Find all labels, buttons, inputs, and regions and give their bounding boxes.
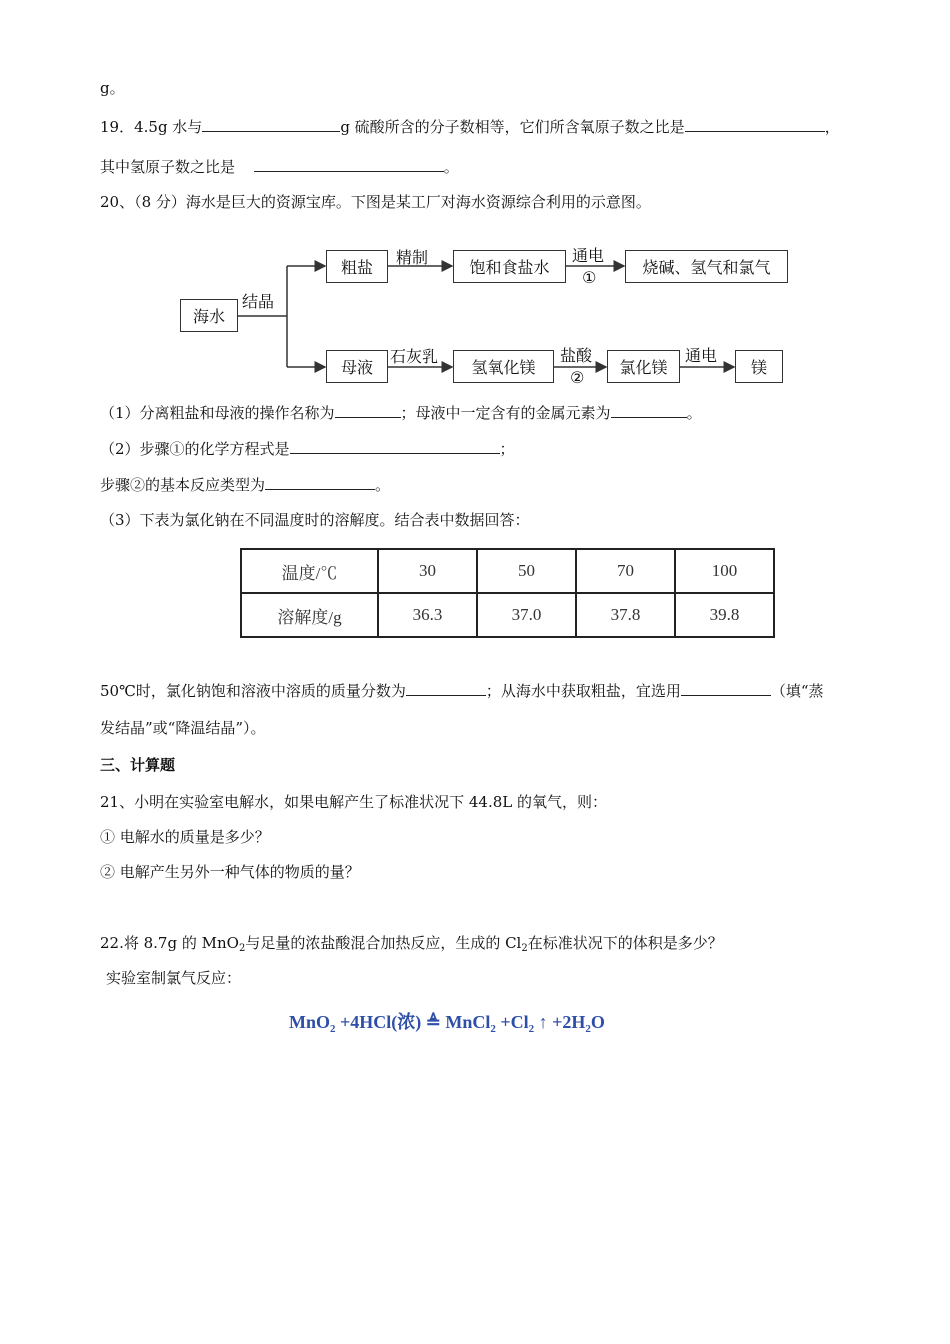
- q20-after-text-c: （填“蒸: [770, 682, 824, 700]
- flow-diagram: [0, 0, 950, 400]
- question-21-intro: 21、小明在实验室电解水，如果电解产生了标准状况下 44.8L 的氧气，则：: [100, 793, 607, 811]
- label-lime-milk: 石灰乳: [390, 347, 439, 366]
- table-header-solubility: 溶解度/g: [241, 593, 378, 637]
- eq-part1: MnO: [289, 1012, 331, 1032]
- solubility-table: [240, 548, 775, 638]
- q20-sub2-text-c: 步骤②的基本反应类型为: [100, 476, 266, 494]
- q20-sub1-text-a: （1）分离粗盐和母液的操作名称为: [100, 404, 335, 422]
- q22-sub-a: 2: [238, 943, 246, 954]
- question-20-intro: 20、（8 分）海水是巨大的资源宝库。下图是某工厂对海水资源综合利用的示意图。: [100, 193, 651, 211]
- q20-sub2-text-a: （2）步骤①的化学方程式是: [100, 440, 290, 458]
- eq-part5: O: [590, 1012, 605, 1032]
- q20-sub1-blank2[interactable]: [611, 401, 687, 418]
- table-cell-temp: 50: [477, 549, 576, 593]
- box-magnesium: 镁: [735, 350, 783, 383]
- q20-sub2-line2: [100, 473, 390, 495]
- eq-part4: ↑ +2H: [534, 1012, 586, 1032]
- q19-text2: g 硫酸所含的分子数相等，它们所含氧原子数之比是: [340, 118, 685, 136]
- label-step2: ②: [570, 368, 585, 387]
- box-mg-hydroxide: 氢氧化镁: [453, 350, 554, 383]
- table-row-solubility: [241, 593, 774, 637]
- label-electrolysis: 通电: [572, 246, 605, 265]
- table-cell-temp: 70: [576, 549, 675, 593]
- reaction-equation: [289, 1008, 605, 1035]
- q20-sub1: [100, 401, 702, 423]
- label-refine: 精制: [396, 248, 429, 267]
- q20-sub2-text-b: ；: [499, 440, 515, 458]
- question-22-lab-note: 实验室制氯气反应：: [106, 969, 242, 987]
- q19-text4: 其中氢原子数之比是: [100, 158, 236, 176]
- table-row-temperature: [241, 549, 774, 593]
- q20-sub1-text-b: ；母液中一定含有的金属元素为: [400, 404, 611, 422]
- box-mg-chloride: 氯化镁: [607, 350, 680, 383]
- q20-sub2-blank1[interactable]: [290, 437, 500, 454]
- label-electrolysis2: 通电: [685, 346, 718, 365]
- q22-text-b: 与足量的浓盐酸混合加热反应，生成的 Cl: [245, 934, 522, 952]
- q20-sub2-text-d: 。: [375, 476, 391, 494]
- eq-sub1: 2: [330, 1023, 336, 1035]
- eq-sub3: 2: [528, 1023, 535, 1035]
- q20-after-text-a: 50℃时，氯化钠饱和溶液中溶质的质量分数为: [100, 682, 406, 700]
- box-seawater: 海水: [180, 299, 238, 332]
- eq-part2: +4HCl(浓) ≜ MnCl: [335, 1012, 491, 1032]
- label-crystallize: 结晶: [242, 292, 275, 311]
- table-cell-solubility: 39.8: [675, 593, 774, 637]
- q22-text-a: 22.将 8.7g 的 MnO: [100, 934, 239, 952]
- box-products: 烧碱、氢气和氯气: [625, 250, 788, 283]
- q20-sub1-blank1[interactable]: [335, 401, 401, 418]
- eq-sub2: 2: [490, 1023, 496, 1035]
- box-crude-salt: 粗盐: [326, 250, 388, 283]
- q20-after-text-b: ；从海水中获取粗盐，宜选用: [485, 682, 681, 700]
- table-cell-solubility: 36.3: [378, 593, 477, 637]
- q19-text1: 19．4.5g 水与: [100, 118, 203, 136]
- q19-text3: ，: [824, 118, 840, 136]
- q20-sub2-blank2[interactable]: [265, 473, 375, 490]
- label-step1: ①: [582, 268, 597, 287]
- prev-question-tail: g。: [100, 79, 125, 97]
- q20-after-blank2[interactable]: [681, 679, 771, 696]
- question-21-sub1: ① 电解水的质量是多少？: [100, 828, 270, 846]
- box-mother-liquor: 母液: [326, 350, 388, 383]
- section-3-heading: 三、计算题: [100, 756, 176, 774]
- q20-after-table-line1: [100, 679, 824, 701]
- q22-text-c: 在标准状况下的体积是多少？: [527, 934, 723, 952]
- question-21-sub2: ② 电解产生另外一种气体的物质的量？: [100, 863, 360, 881]
- q20-after-table-line2: 发结晶”或“降温结晶”）。: [100, 719, 266, 737]
- q19-text5: 。: [443, 158, 459, 176]
- flow-arrows: [0, 0, 950, 400]
- table-cell-solubility: 37.0: [477, 593, 576, 637]
- box-saturated-brine: 饱和食盐水: [453, 250, 566, 283]
- eq-part3: +Cl: [495, 1012, 529, 1032]
- q22-sub-b: 2: [521, 943, 528, 954]
- question-22: [100, 933, 723, 959]
- table-header-temperature: 温度/℃: [241, 549, 378, 593]
- q20-sub2: [100, 437, 515, 459]
- q20-sub1-text-c: 。: [686, 404, 702, 422]
- table-cell-temp: 30: [378, 549, 477, 593]
- q20-sub3: （3）下表为氯化钠在不同温度时的溶解度。结合表中数据回答：: [100, 511, 530, 529]
- table-cell-temp: 100: [675, 549, 774, 593]
- q20-after-blank1[interactable]: [406, 679, 486, 696]
- table-cell-solubility: 37.8: [576, 593, 675, 637]
- eq-sub4: 2: [585, 1023, 591, 1035]
- label-hydrochloric-acid: 盐酸: [560, 346, 593, 365]
